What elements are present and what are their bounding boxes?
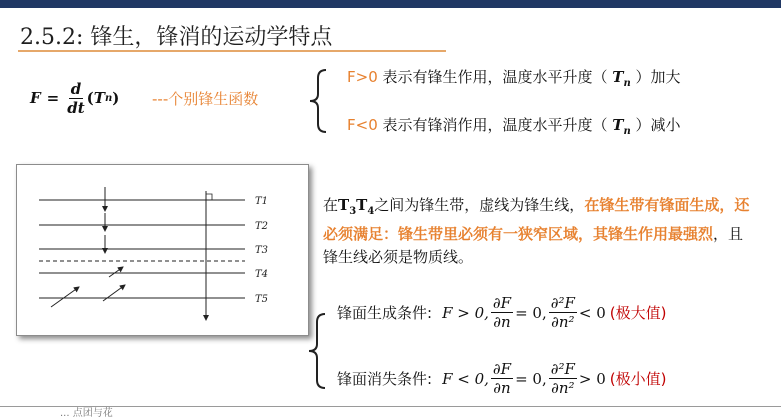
formula-var-sub: n: [104, 92, 113, 104]
generation-d2-den: ∂n²: [551, 313, 575, 331]
para-middle: 之间为锋生带，虚线为锋生线，: [374, 196, 585, 214]
para-end: ，且锋生线必须是物质线。: [323, 225, 744, 266]
dissipation-relation: > 0: [578, 369, 606, 388]
condition-negative-var-sub: n: [623, 126, 631, 137]
generation-d2-num: ∂²F: [550, 294, 575, 312]
dissipation-d1-num: ∂F: [492, 360, 512, 378]
frontogenesis-formula: [30, 72, 119, 124]
condition-positive-var: T: [612, 68, 624, 86]
dissipation-d1-den: ∂n: [493, 379, 511, 397]
condition-positive-sign: F>0: [347, 68, 378, 86]
para-t3: T: [338, 196, 350, 214]
para-t4-sub: 4: [367, 206, 375, 217]
para-t4: T: [356, 196, 368, 214]
generation-note: (极大值): [609, 304, 667, 322]
para-start: 在: [323, 196, 339, 214]
condition-positive-tail: ）加大: [630, 68, 681, 86]
diagonal-arrow-3: [103, 285, 125, 301]
top-bar: [0, 0, 781, 8]
function-label: ---个别锋生函数: [152, 90, 259, 108]
condition-positive-var-sub: n: [623, 78, 631, 89]
condition-positive: [347, 66, 681, 89]
right-angle-mark: [206, 194, 212, 200]
slide-title: 2.5.2: 锋生，锋消的运动学特点: [20, 25, 333, 50]
explanation-paragraph: [323, 194, 753, 269]
formula-paren-close: ): [112, 89, 120, 107]
generation-condition: [337, 294, 667, 331]
generation-relation: < 0: [578, 303, 606, 322]
bottom-rule: [0, 406, 781, 407]
formula-lhs: F: [30, 89, 41, 107]
formula-fraction: [67, 80, 84, 117]
formula-frac-den: dt: [67, 98, 85, 117]
generation-mid: = 0,: [515, 303, 547, 322]
conditions-brace: [306, 68, 332, 134]
bottom-text: ... 点团与花: [60, 408, 113, 419]
dissipation-condition: [337, 360, 667, 397]
formula-paren-open: (: [86, 89, 94, 107]
dissipation-math: [442, 360, 606, 397]
dissipation-d2-den: ∂n²: [551, 379, 575, 397]
para-t3-sub: 3: [349, 206, 357, 217]
isotherm-figure: [16, 164, 309, 336]
isotherm-diagram: [17, 165, 308, 335]
condition-negative-text: 表示有锋消作用，温度水平升度（: [377, 116, 613, 134]
label-t3: T3: [255, 245, 269, 256]
title-underline: [18, 50, 446, 52]
generation-d1-num: ∂F: [492, 294, 512, 312]
dissipation-second-derivative: [549, 360, 577, 397]
diagonal-arrow-1: [109, 267, 123, 277]
generation-second-derivative: [549, 294, 577, 331]
equations-brace: [305, 312, 331, 390]
generation-lead: F > 0,: [442, 303, 489, 322]
generation-label: 锋面生成条件:: [337, 304, 433, 322]
label-t4: T4: [255, 269, 269, 280]
generation-math: [442, 294, 606, 331]
dissipation-note: (极小值): [609, 370, 667, 388]
condition-negative-sign: F<0: [347, 116, 378, 134]
dissipation-lead: F < 0,: [442, 369, 489, 388]
generation-first-derivative: [491, 294, 513, 331]
label-t2: T2: [255, 221, 269, 232]
condition-positive-text: 表示有锋生作用，温度水平升度（: [377, 68, 613, 86]
formula-equals: =: [46, 89, 60, 107]
formula-var: T: [93, 89, 105, 107]
condition-negative-var: T: [612, 116, 624, 134]
dissipation-first-derivative: [491, 360, 513, 397]
label-t1: T1: [255, 196, 269, 207]
dissipation-label: 锋面消失条件:: [337, 370, 433, 388]
diagonal-arrow-2: [51, 287, 79, 307]
condition-negative: [347, 114, 681, 137]
dissipation-mid: = 0,: [515, 369, 547, 388]
generation-d1-den: ∂n: [493, 313, 511, 331]
condition-negative-tail: ）减小: [630, 116, 681, 134]
label-t5: T5: [255, 294, 269, 305]
dissipation-d2-num: ∂²F: [550, 360, 575, 378]
para-highlight: 在锋生带有锋面生成，还必须满足：锋生带里必须有一狭窄区域，其锋生作用最强烈: [323, 196, 750, 243]
formula-frac-num: d: [70, 79, 82, 98]
